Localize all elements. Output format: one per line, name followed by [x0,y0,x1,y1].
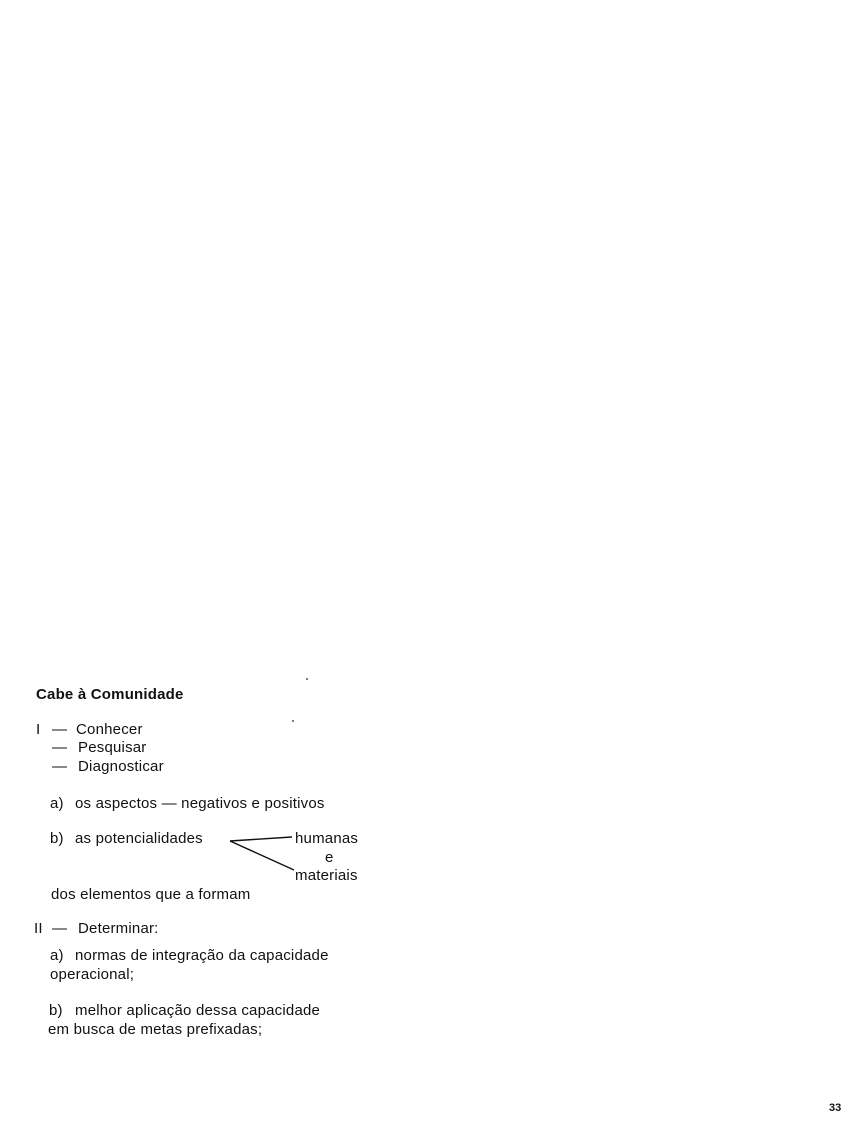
part-one-numeral: I [36,721,41,738]
part-one-dash: — [52,721,68,738]
part-one-verb-2: Pesquisar [78,739,147,756]
part-two-verb: Determinar: [78,920,159,937]
part-one-item-a-text: os aspectos — negativos e positivos [75,795,325,812]
part-two-item-b-line-1: melhor aplicação dessa capacidade [75,1002,321,1019]
branch-label-materiais: materiais [295,867,358,884]
part-one-dash-2: — [52,739,68,756]
part-one-verb-3: Diagnosticar [78,758,164,775]
part-one-item-b-text: as potencialidades [75,830,203,847]
part-one-item-b-marker: b) [50,830,64,847]
page-number: 33 [829,1102,842,1114]
branch-line-upper [230,837,292,841]
part-two-item-b-line-2: em busca de metas prefixadas; [48,1021,263,1038]
part-two-item-a-line-2: operacional; [50,966,135,983]
scan-speck [292,720,294,722]
part-two-numeral: II [34,920,43,937]
part-one-item-a-marker: a) [50,795,64,812]
section-heading: Cabe à Comunidade [36,686,184,703]
scan-speck [306,678,308,680]
part-two-dash: — [52,920,68,937]
part-two-item-b-marker: b) [49,1002,63,1019]
part-two-item-a-marker: a) [50,947,64,964]
part-two-item-a-line-1: normas de integração da capacidade [75,947,329,964]
branch-line-lower [230,841,294,870]
branch-label-humanas: humanas [295,830,359,847]
branch-label-e: e [325,849,334,866]
part-one-dash-3: — [52,758,68,775]
part-one-verb-1: Conhecer [76,721,143,738]
part-one-tail: dos elementos que a formam [51,886,251,903]
branch-lines [228,836,298,876]
